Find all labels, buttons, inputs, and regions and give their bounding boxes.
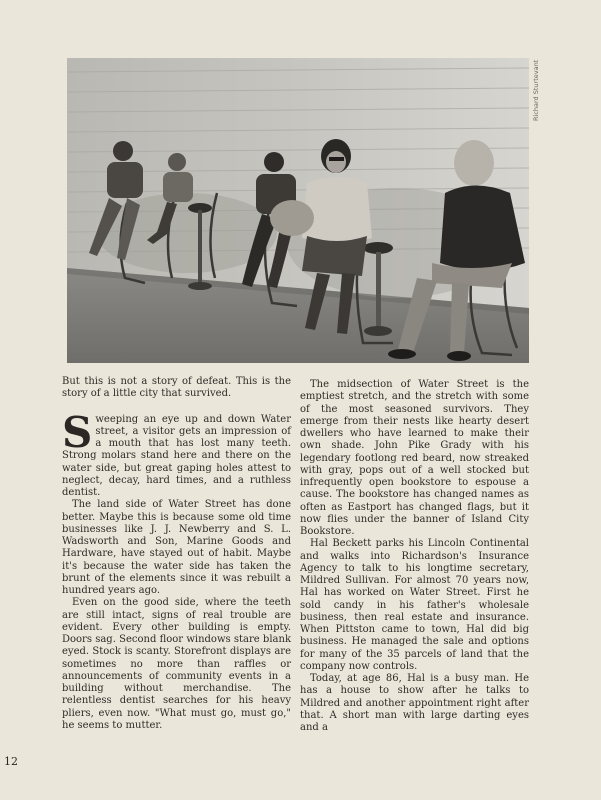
left-column [62, 376, 291, 732]
drop-cap: S [62, 407, 93, 457]
waiting-room-photo-icon [67, 58, 529, 363]
body-paragraph: The land side of Water Street has done better. Maybe this is because some old time businesses like J. J. Newberry and S. L. Wadsworth and Son, Marine Goods and Hardware, have stayed out of habit. Maybe it's because the water side has taken the brunt of the elements since it was rebuilt a hundred years ago. [62, 499, 291, 596]
right-column [300, 379, 529, 734]
opening-paragraph-text: weeping an eye up and down Water street, a visitor gets an impression of a mouth that has lost many teeth. Strong molars stand here and there on the water side, but great gaping holes attest to neglect, decay, hard times, and a ruthless dentist. [62, 413, 291, 498]
waiting-room-photo [67, 58, 529, 363]
body-paragraph: Hal Beckett parks his Lincoln Continental and walks into Richardson's Insurance Agency to talk to his longtime secretary, Mildred Sullivan. For almost 70 years now, Hal has worked on Water Street. First he sold candy in his father's wholesale business, then real estate and insurance. When Pittston came to town, Hal did big business. He managed the sale and options for many of the 35 parcels of land that the company now controls. [300, 538, 529, 672]
page-number: 12 [4, 755, 18, 768]
lead-paragraph: But this is not a story of defeat. This is the story of a little city that survived. [62, 376, 291, 400]
photo-credit: Richard Sturtevant [532, 60, 540, 122]
body-paragraph: Even on the good side, where the teeth are still intact, signs of real trouble are evident. Every other building is empty. Doors sag. Second floor windows stare blank eyed. Stock is scanty. Storefront displays are sometimes no more than raffles or announcements of community events in a building without merchandise. The relentless dentist searches for his heavy pliers, even now. "What must go, must go," he seems to mutter. [62, 597, 291, 731]
opening-paragraph [62, 407, 291, 500]
body-paragraph: The midsection of Water Street is the emptiest stretch, and the stretch with some of the most seasoned survivors. They emerge from their nests like hearty desert dwellers who have learned to make their own shade. John Pike Grady with his legendary footlong red beard, now streaked with gray, pops out of a well stocked but infrequently open bookstore to espouse a cause. The bookstore has changed names as often as Eastport has changed flags, but it now flies under the banner of Island City Bookstore. [300, 379, 529, 537]
body-paragraph: Today, at age 86, Hal is a busy man. He has a house to show after he talks to Mildred and another appointment right after that. A short man with large darting eyes and a [300, 673, 529, 733]
